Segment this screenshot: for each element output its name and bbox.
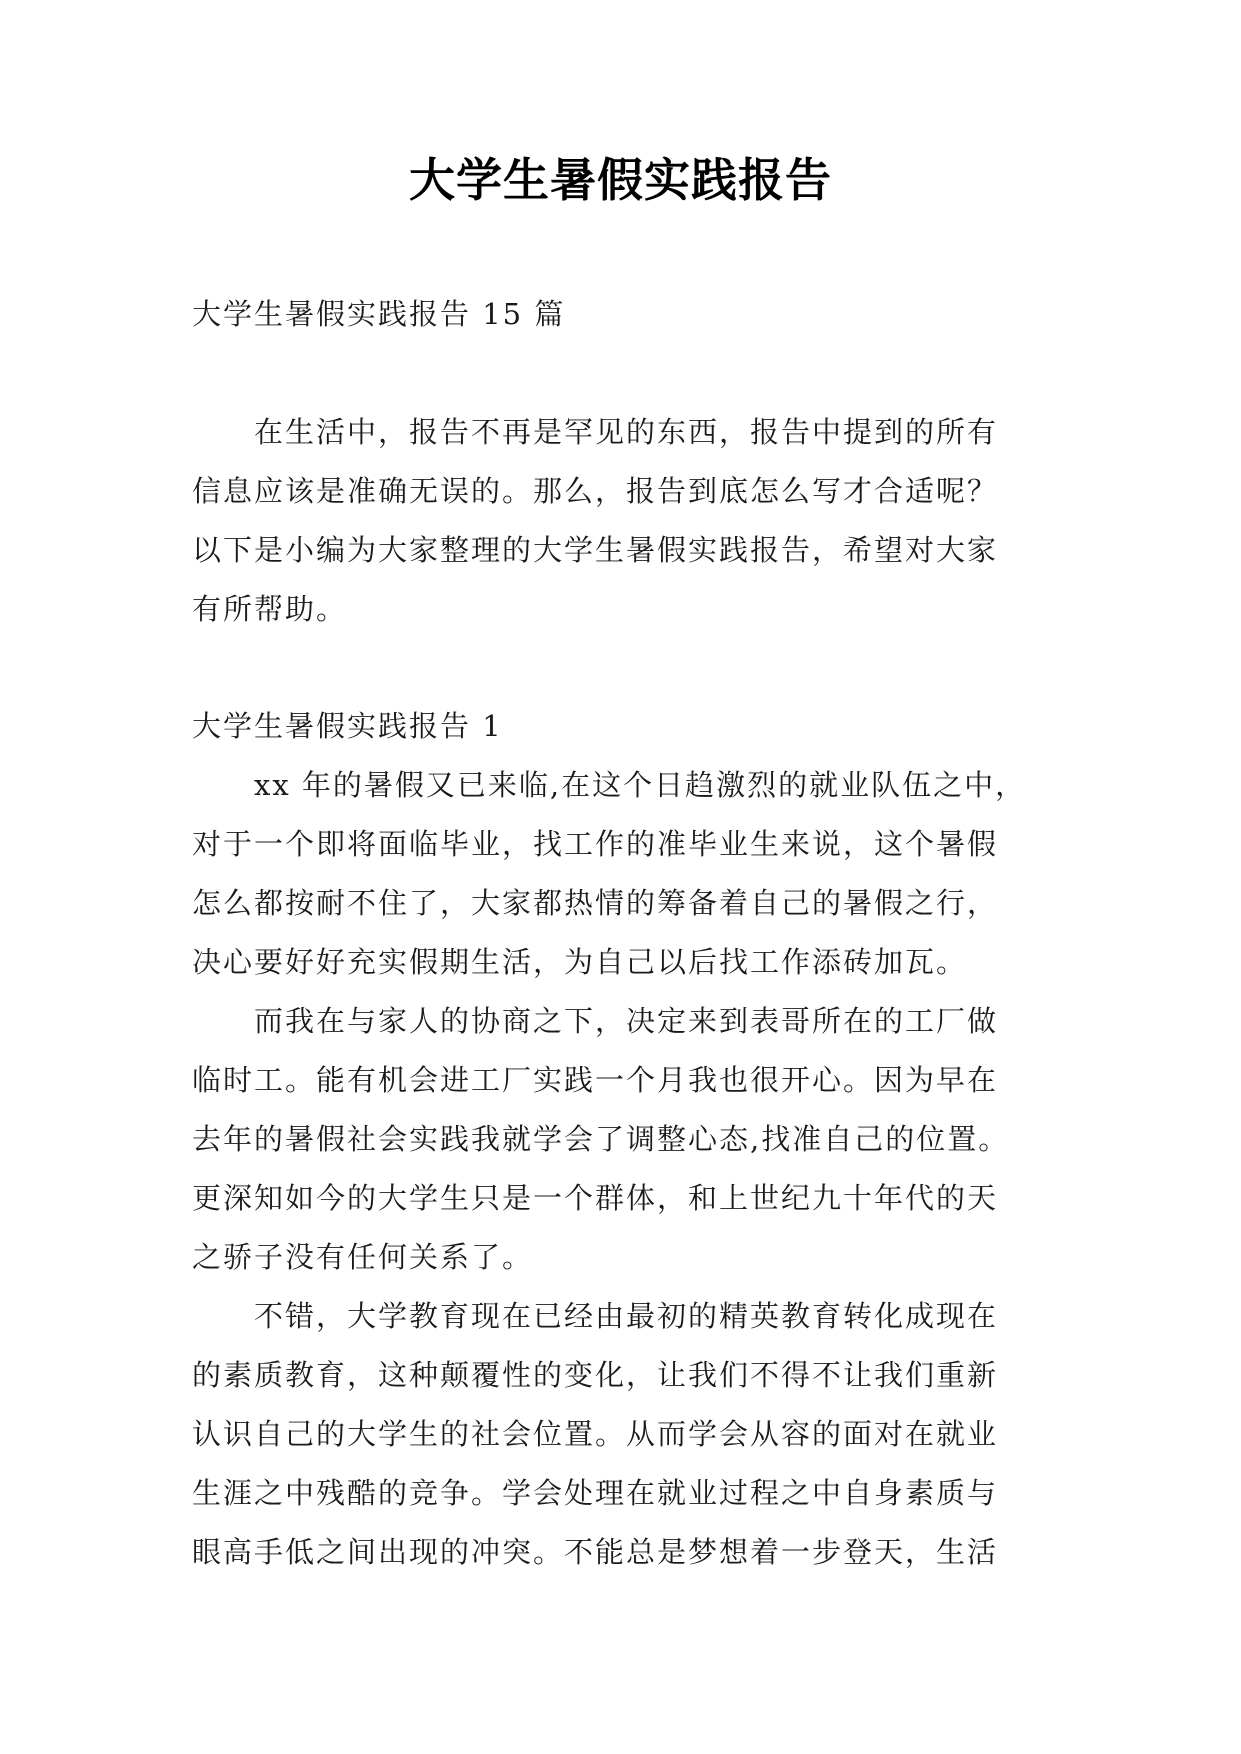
body-line: 临时工。能有机会进工厂实践一个月我也很开心。因为早在 (192, 1063, 999, 1097)
section-heading: 大学生暑假实践报告 1 (192, 709, 503, 743)
body-line: 的素质教育，这种颠覆性的变化，让我们不得不让我们重新 (192, 1358, 999, 1392)
body-line: 对于一个即将面临毕业，找工作的准毕业生来说，这个暑假 (192, 827, 999, 861)
body-line: 不错，大学教育现在已经由最初的精英教育转化成现在 (192, 1299, 999, 1333)
body-line: 之骄子没有任何关系了。 (192, 1240, 534, 1274)
section-1 (192, 697, 1062, 1582)
intro-line: 以下是小编为大家整理的大学生暑假实践报告，希望对大家 (192, 533, 999, 567)
intro-line: 有所帮助。 (192, 592, 348, 626)
body-line: 更深知如今的大学生只是一个群体，和上世纪九十年代的天 (192, 1181, 999, 1215)
body-line: 怎么都按耐不住了，大家都热情的筹备着自己的暑假之行， (192, 886, 999, 920)
body-line: 去年的暑假社会实践我就学会了调整心态,找准自己的位置。 (192, 1122, 1010, 1156)
intro-line: 在生活中，报告不再是罕见的东西，报告中提到的所有 (192, 415, 999, 449)
body-line: 而我在与家人的协商之下，决定来到表哥所在的工厂做 (192, 1004, 999, 1038)
intro-line: 信息应该是准确无误的。那么，报告到底怎么写才合适呢？ (192, 474, 999, 508)
body-line: 决心要好好充实假期生活，为自己以后找工作添砖加瓦。 (192, 945, 968, 979)
body-line: 生涯之中残酷的竞争。学会处理在就业过程之中自身素质与 (192, 1476, 999, 1510)
document-subtitle: 大学生暑假实践报告 15 篇 (192, 297, 566, 331)
body-line: xx 年的暑假又已来临,在这个日趋激烈的就业队伍之中， (192, 768, 1027, 802)
body-line: 眼高手低之间出现的冲突。不能总是梦想着一步登天，生活 (192, 1535, 999, 1569)
intro-paragraph (192, 403, 1062, 639)
body-line: 认识自己的大学生的社会位置。从而学会从容的面对在就业 (192, 1417, 999, 1451)
document-title: 大学生暑假实践报告 (409, 153, 832, 207)
